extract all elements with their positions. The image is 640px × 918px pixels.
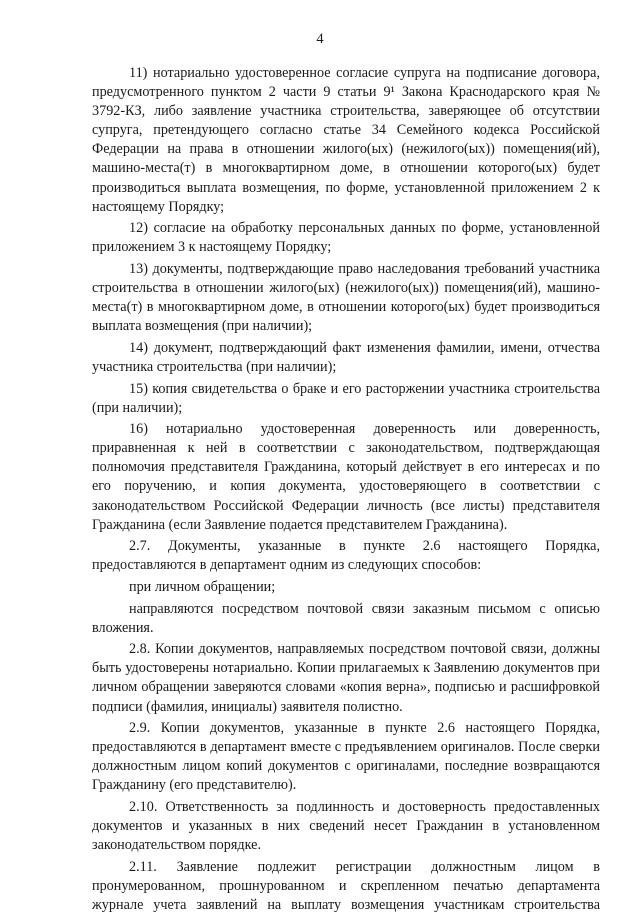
list-item-14: 14) документ, подтверждающий факт изменения фамилии, имени, отчества участника строительства (при наличии); bbox=[92, 339, 600, 375]
list-item-13: 13) документы, подтверждающие право наследования требований участника строительства в отношении жилого(ых) (нежилого(ых)) помещения(ий), машино-места(т) в многоквартирном доме, в отношении которого(ых) будет производиться выплата возмещения (при наличии); bbox=[92, 260, 600, 335]
delivery-method-post: направляются посредством почтовой связи заказным письмом с описью вложения. bbox=[92, 600, 600, 636]
document-body bbox=[92, 64, 600, 918]
clause-2-7: 2.7. Документы, указанные в пункте 2.6 настоящего Порядка, предоставляются в департамент одним из следующих способов: bbox=[92, 538, 600, 574]
clause-2-11: 2.11. Заявление подлежит регистрации должностным лицом в пронумерованном, прошнурованном и скрепленном печатью департамента журнале учета заявлений на выплату возмещения участникам строительства bbox=[92, 858, 600, 913]
clause-2-8: 2.8. Копии документов, направляемых посредством почтовой связи, должны быть удостоверены нотариально. Копии прилагаемых к Заявлению документов при личном обращении заверяются словами «копия верна», подписью и расшифровкой подписи (фамилия, инициалы) заявителя полистно. bbox=[92, 641, 600, 715]
clause-2-9: 2.9. Копии документов, указанные в пункте 2.6 настоящего Порядка, предоставляются в департамент вместе с предъявлением оригиналов. После сверки должностным лицом копий документов с оригиналами, последние возвращаются Гражданину (его представителю). bbox=[92, 720, 600, 794]
clause-2-10: 2.10. Ответственность за подлинность и достоверность предоставленных документов и указанных в них сведений несет Гражданин в установленном законодательством порядке. bbox=[92, 798, 600, 854]
list-item-12: 12) согласие на обработку персональных данных по форме, установленной приложением 3 к настоящему Порядку; bbox=[92, 220, 600, 256]
list-item-15: 15) копия свидетельства о браке и его расторжении участника строительства (при наличии); bbox=[92, 380, 600, 416]
list-item-11: 11) нотариально удостоверенное согласие супруга на подписание договора, предусмотренного пунктом 2 части 9 статьи 9¹ Закона Краснодарского края № 3792-КЗ, либо заявление участника строительства, заверяющее об отсутствии супруга, претендующего согласно статье 34 Семейного кодекса Российской Федерации на права в отношении жилого(ых) (нежилого(ых)) помещения(ий), машино-места(т) в многоквартирном доме, в отношении которого(ых) будет производиться выплата возмещения, по форме, установленной приложением 2 к настоящему Порядку; bbox=[92, 65, 600, 215]
page-number: 4 bbox=[316, 31, 324, 47]
delivery-method-in-person: при личном обращении; bbox=[129, 578, 276, 595]
list-item-16: 16) нотариально удостоверенная доверенность или доверенность, приравненная к ней в соответствии с законодательством, подтверждающая полномочия представителя Гражданина, который действует в его интересах и по его поручению, и копия документа, удостоверяющего в соответствии с законодательством Российской Федерации личность (все листы) представителя Гражданина (если Заявление подается представителем Гражданина). bbox=[92, 421, 600, 533]
